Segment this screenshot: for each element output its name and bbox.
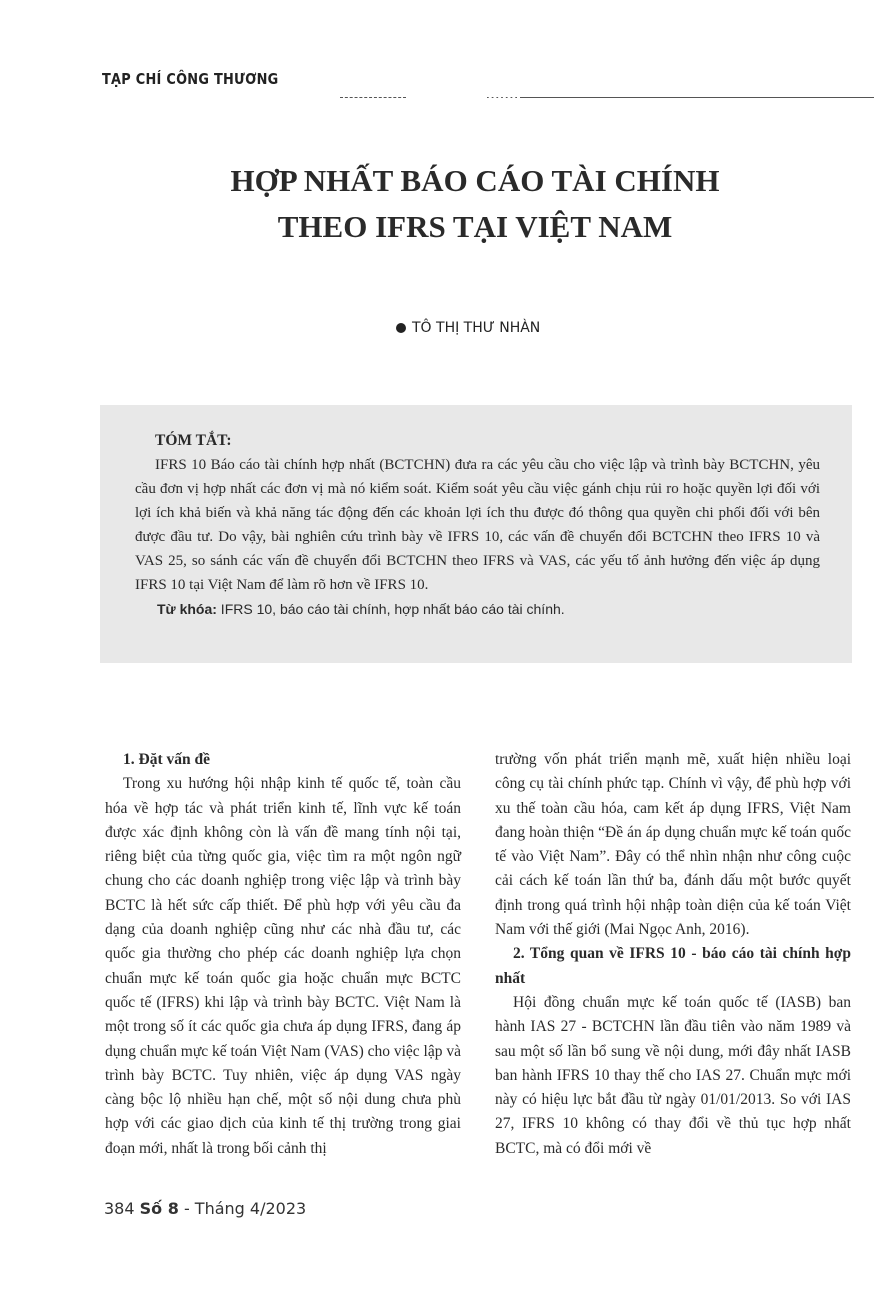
article-title — [100, 158, 850, 250]
bullet-icon — [396, 323, 406, 333]
author-name: TÔ THỊ THƯ NHÀN — [412, 320, 541, 336]
title-line-2: THEO IFRS TẠI VIỆT NAM — [277, 209, 673, 244]
abstract-box — [100, 405, 852, 663]
issue-label: Số 8 — [139, 1199, 179, 1218]
page-footer — [104, 1199, 306, 1218]
section-1-paragraph: Trong xu hướng hội nhập kinh tế quốc tế, toàn cầu hóa về hợp tác và phát triển kinh tế, lĩnh vực kế toán được xác định không còn là vấn đề mang tính nội tại, riêng biệt của từng quốc gia, việc tìm ra một ngôn ngữ chung cho các doanh nghiệp trong việc lập và trình bày BCTC là hết sức cấp thiết. Để phù hợp với yêu cầu đa dạng của doanh nghiệp cũng như các nhà đầu tư, các quốc gia thường cho phép các doanh nghiệp lựa chọn chuẩn mực kế toán quốc gia hoặc chuẩn mực BCTC quốc tế (IFRS) khi lập và trình bày BCTC. Việt Nam là một trong số ít các quốc gia chưa áp dụng IFRS, đang áp dụng chuẩn mực kế toán Việt Nam (VAS) cho việc lập và trình bày BCTC. Tuy nhiên, việc áp dụng VAS ngày càng bộc lộ nhiều hạn chế, một số nội dung chưa phù hợp với các giao dịch của kinh tế thị trường trong giai đoạn mới, nhất là trong bối cảnh thị — [105, 775, 461, 1157]
abstract-heading: TÓM TẮT: — [155, 432, 232, 449]
keywords-label: Từ khóa: — [157, 601, 217, 617]
header-dashed-rule — [340, 97, 406, 98]
section-2-heading: 2. Tổng quan về IFRS 10 - báo cáo tài chính hợp nhất — [495, 945, 851, 987]
right-column — [495, 748, 851, 1161]
section-1-heading: 1. Đặt vấn đề — [123, 751, 210, 768]
left-column — [105, 748, 461, 1161]
author-byline — [396, 320, 540, 336]
journal-name: TẠP CHÍ CÔNG THƯƠNG — [102, 70, 279, 88]
abstract-body: IFRS 10 Báo cáo tài chính hợp nhất (BCTCHN) đưa ra các yêu cầu cho việc lập và trình bày BCTCHN, yêu cầu đơn vị hợp nhất các đơn vị mà nó kiểm soát. Kiểm soát yêu cầu việc gánh chịu rủi ro hoặc quyền lợi đối với lợi ích khả biến và khả năng tác động đến các khoản lợi ích thu được đó thông qua quyền chi phối đối với bên được đầu tư. Do vậy, bài nghiên cứu trình bày về IFRS 10, các vấn đề chuyển đổi BCTCHN theo IFRS 10 và VAS 25, so sánh các vấn đề chuyển đổi BCTCHN theo IFRS và VAS, các yếu tố ảnh hưởng đến việc áp dụng IFRS 10 tại Việt Nam để làm rõ hơn về IFRS 10. — [135, 457, 820, 593]
keywords-line — [135, 597, 820, 621]
continued-paragraph: trường vốn phát triển mạnh mẽ, xuất hiện nhiều loại công cụ tài chính phức tạp. Chính vì vậy, để phù hợp với xu thế toàn cầu hóa, cam kết áp dụng IFRS, Việt Nam đang hoàn thiện “Đề án áp dụng chuẩn mực kế toán quốc tế vào Việt Nam”. Đây có thể nhìn nhận như công cuộc cải cách kế toán lần thứ ba, đánh dấu một bước quyết định trong quá trình hội nhập toàn diện của kế toán Việt Nam với thế giới (Mai Ngọc Anh, 2016). — [495, 751, 851, 939]
abstract-content — [135, 429, 820, 621]
issue-date: - Tháng 4/2023 — [178, 1199, 307, 1218]
header-rule — [484, 97, 874, 98]
section-2-paragraph: Hội đồng chuẩn mực kế toán quốc tế (IASB) ban hành IAS 27 - BCTCHN lần đầu tiên vào năm 1989 và sau một số lần bổ sung về nội dung, mới đây nhất IASB ban hành IFRS 10 thay thế cho IAS 27. Chuẩn mực mới này có hiệu lực bắt đầu từ ngày 01/01/2013. So với IAS 27, IFRS 10 không có thay đổi về thủ tục hợp nhất BCTC, mà có đổi mới về — [495, 993, 851, 1157]
title-line-1: HỢP NHẤT BÁO CÁO TÀI CHÍNH — [230, 163, 720, 198]
page-number: 384 — [104, 1199, 135, 1218]
keywords-text: IFRS 10, báo cáo tài chính, hợp nhất báo cáo tài chính. — [216, 601, 565, 617]
